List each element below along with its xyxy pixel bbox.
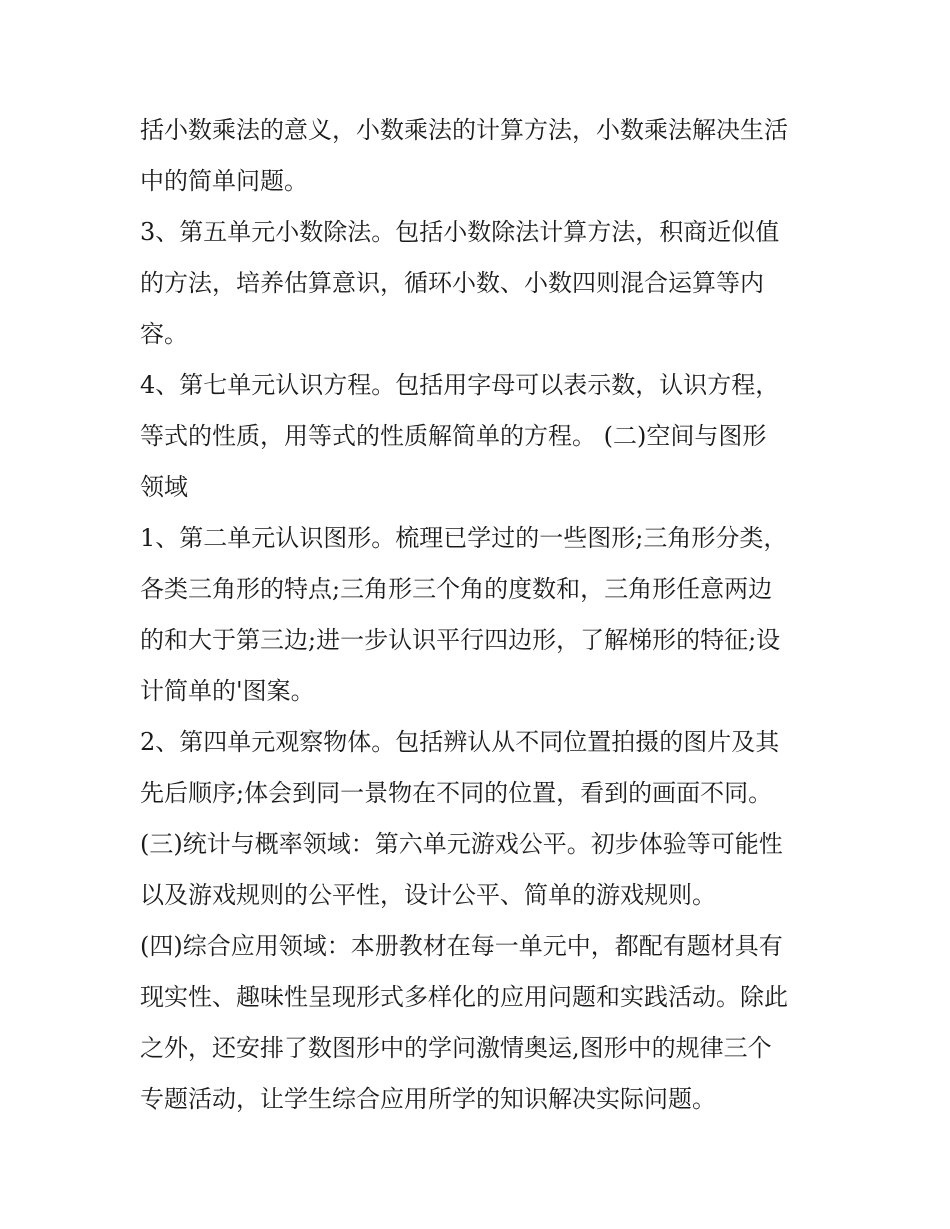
text-line: 括小数乘法的意义，小数乘法的计算方法，小数乘法解决生活 <box>140 116 788 144</box>
text-line: 之外，还安排了数图形中的学问激情奥运,图形中的规律三个 <box>140 1034 772 1062</box>
text-line: 以及游戏规则的公平性，设计公平、简单的游戏规则。 <box>140 881 716 909</box>
text-line: 各类三角形的特点;三角形三个角的度数和，三角形任意两边 <box>140 575 773 603</box>
text-line: 3、第五单元小数除法。包括小数除法计算方法，积商近似值 <box>140 218 780 246</box>
text-line: 专题活动，让学生综合应用所学的知识解决实际问题。 <box>140 1085 716 1113</box>
text-line: 现实性、趣味性呈现形式多样化的应用问题和实践活动。除此 <box>140 983 788 1011</box>
text-line: 2、第四单元观察物体。包括辨认从不同位置拍摄的图片及其 <box>140 728 780 756</box>
text-line: 1、第二单元认识图形。梳理已学过的一些图形;三角形分类， <box>140 524 788 552</box>
text-line: (三)统计与概率领域：第六单元游戏公平。初步体验等可能性 <box>140 830 783 858</box>
text-line: 容。 <box>140 320 188 348</box>
text-line: 先后顺序;体会到同一景物在不同的位置，看到的画面不同。 <box>140 779 773 807</box>
text-line: 的和大于第三边;进一步认识平行四边形，了解梯形的特征;设 <box>140 626 781 654</box>
text-line: 中的简单问题。 <box>140 167 308 195</box>
text-line: 的方法，培养估算意识，循环小数、小数四则混合运算等内 <box>140 269 764 297</box>
text-line: 4、第七单元认识方程。包括用字母可以表示数，认识方程， <box>140 371 780 399</box>
text-line: 领域 <box>140 473 188 501</box>
text-line: 计简单的'图案。 <box>140 677 315 705</box>
text-line: (四)综合应用领域：本册教材在每一单元中，都配有题材具有 <box>140 932 783 960</box>
text-line: 等式的性质，用等式的性质解简单的方程。 (二)空间与图形 <box>140 422 767 450</box>
body-text <box>140 105 820 1125</box>
